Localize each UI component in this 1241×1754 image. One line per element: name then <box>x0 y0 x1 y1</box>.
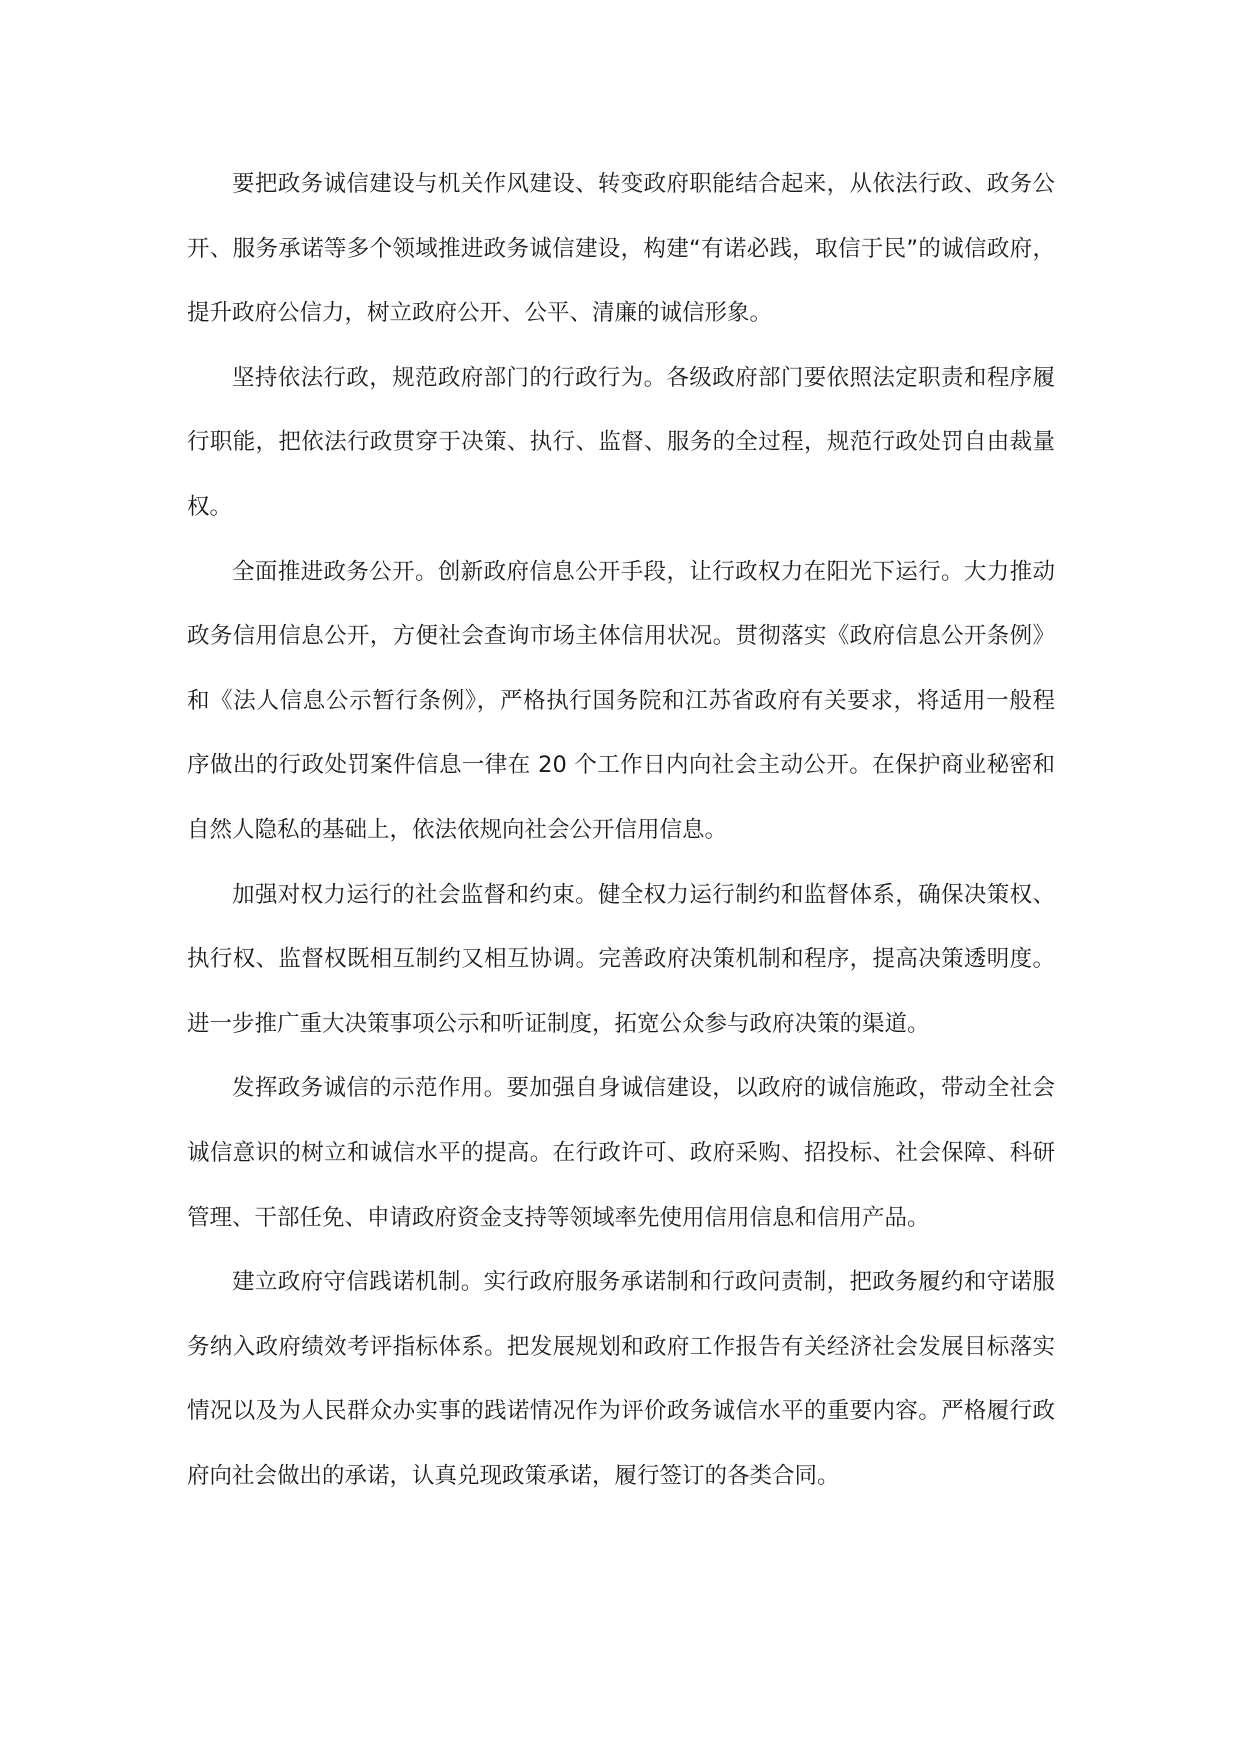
text-line: 执行权、监督权既相互制约又相互协调。完善政府决策机制和程序，提高决策透明度。 <box>187 946 1055 973</box>
text-line: 自然人隐私的基础上，依法依规向社会公开信用信息。 <box>187 816 728 843</box>
paragraph-exemplary-role <box>187 1056 1055 1250</box>
text-line: 开、服务承诺等多个领域推进政务诚信建设，构建“有诺必践，取信于民”的诚信政府， <box>187 235 1055 262</box>
text-line: 建立政府守信践诺机制。实行政府服务承诺制和行政问责制，把政务履约和守诺服 <box>232 1269 1055 1296</box>
text-line: 府向社会做出的承诺，认真兑现政策承诺，履行签订的各类合同。 <box>187 1462 840 1489</box>
paragraph-lawful-administration <box>187 346 1055 540</box>
text-line: 进一步推广重大决策事项公示和听证制度，拓宽公众参与政府决策的渠道。 <box>187 1010 930 1037</box>
text-line: 诚信意识的树立和诚信水平的提高。在行政许可、政府采购、招投标、社会保障、科研 <box>187 1139 1055 1166</box>
text-line: 提升政府公信力，树立政府公开、公平、清廉的诚信形象。 <box>187 300 773 327</box>
document-body <box>187 152 1055 1508</box>
paragraph-government-affairs-disclosure <box>187 540 1055 863</box>
text-line: 序做出的行政处罚案件信息一律在 20 个工作日内向社会主动公开。在保护商业秘密和 <box>187 752 1055 779</box>
text-line: 和《法人信息公示暂行条例》，严格执行国务院和江苏省政府有关要求，将适用一般程 <box>187 687 1055 714</box>
text-line: 情况以及为人民群众办实事的践诺情况作为评价政务诚信水平的重要内容。严格履行政 <box>187 1398 1055 1425</box>
text-line: 行职能，把依法行政贯穿于决策、执行、监督、服务的全过程，规范行政处罚自由裁量 <box>187 429 1055 456</box>
paragraph-promise-keeping-mechanism <box>187 1250 1055 1508</box>
text-line: 发挥政务诚信的示范作用。要加强自身诚信建设，以政府的诚信施政，带动全社会 <box>232 1075 1055 1102</box>
text-line: 要把政务诚信建设与机关作风建设、转变政府职能结合起来，从依法行政、政务公 <box>232 171 1055 197</box>
text-line: 加强对权力运行的社会监督和约束。健全权力运行制约和监督体系，确保决策权、 <box>232 881 1055 908</box>
text-line: 管理、干部任免、申请政府资金支持等领域率先使用信用信息和信用产品。 <box>187 1204 930 1231</box>
paragraph-power-supervision <box>187 863 1055 1057</box>
text-line: 权。 <box>187 493 233 520</box>
text-line: 全面推进政务公开。创新政府信息公开手段，让行政权力在阳光下运行。大力推动 <box>232 558 1055 585</box>
text-line: 坚持依法行政，规范政府部门的行政行为。各级政府部门要依照法定职责和程序履 <box>232 364 1055 391</box>
paragraph-integrity-construction <box>187 152 1055 346</box>
text-line: 政务信用信息公开，方便社会查询市场主体信用状况。贯彻落实《政府信息公开条例》 <box>187 623 1055 650</box>
text-line: 务纳入政府绩效考评指标体系。把发展规划和政府工作报告有关经济社会发展目标落实 <box>187 1333 1055 1360</box>
